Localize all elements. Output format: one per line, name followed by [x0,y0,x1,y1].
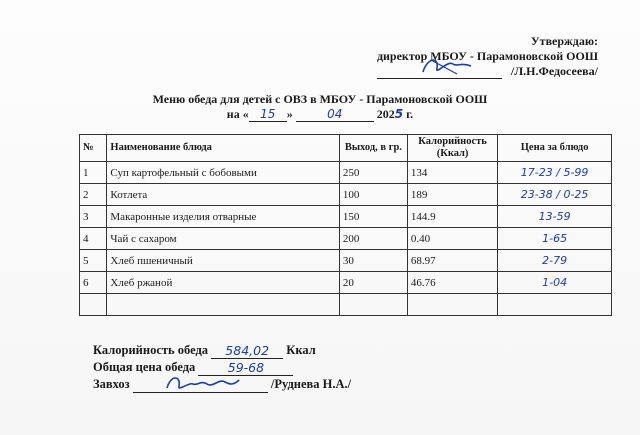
summary-manager-name: /Руднева Н.А./ [270,377,352,391]
cell-name: Макаронные изделия отварные [107,206,339,228]
table-row [80,184,612,206]
director-signature-line [377,66,502,79]
cell-price: 23-38 / 0-25 [498,184,612,206]
table-row [80,250,612,272]
cell-output: 30 [339,250,407,272]
menu-title-line: Меню обеда для детей с ОВЗ в МБОУ - Парамоновской ООШ [152,92,488,106]
date-day: 15 [249,108,287,122]
cell-calories: 189 [407,184,497,206]
header-name: Наименование блюда [107,135,339,162]
header-num: № [80,135,107,162]
manager-signature [163,372,243,394]
header-calories: Калорийность (Ккал) [407,135,497,162]
cell-calories: 144.9 [407,206,497,228]
cell-name: Хлеб ржаной [107,272,339,294]
approval-line-3: /Л.Н.Федосеева/ [510,64,598,78]
date-year-suffix: г. [406,107,414,121]
cell-calories: 0.40 [407,228,497,250]
summary-price-value: 59-68 [198,361,293,376]
table-row [80,162,612,184]
manager-signature-line [133,378,268,393]
menu-table [79,134,612,316]
table-row [80,228,612,250]
cell-num: 5 [80,250,107,272]
summary-block [93,342,351,393]
approval-line-1: Утверждаю: [530,34,598,48]
summary-price-label: Общая цена обеда [93,360,196,374]
cell-price: 2-79 [498,250,612,272]
table-row-empty [80,294,612,316]
cell-calories: 68.97 [407,250,497,272]
date-mid: » [286,107,293,121]
director-signature [417,54,477,78]
summary-calories [93,342,351,359]
date-year-digit: 5 [394,107,404,121]
date-prefix: на « [226,107,249,121]
cell-name [107,294,339,316]
approval-block [377,34,598,79]
cell-calories: 46.76 [407,272,497,294]
cell-price: 1-65 [498,228,612,250]
date-month: 04 [296,108,374,122]
menu-date-line [0,107,640,122]
table-row [80,206,612,228]
header-output: Выход, в гр. [339,135,407,162]
cell-price: 1-04 [498,272,612,294]
table-row [80,272,612,294]
menu-title [0,92,640,122]
table-header-row [80,135,612,162]
cell-output: 100 [339,184,407,206]
cell-num: 6 [80,272,107,294]
cell-output: 250 [339,162,407,184]
cell-name: Чай с сахаром [107,228,339,250]
summary-manager-label: Завхоз [93,377,130,391]
cell-num: 3 [80,206,107,228]
cell-calories: 134 [407,162,497,184]
header-price: Цена за блюдо [498,135,612,162]
cell-output: 20 [339,272,407,294]
summary-calories-unit: Ккал [286,343,316,357]
cell-price: 13-59 [498,206,612,228]
approval-line-2: директор МБОУ - Парамоновской ООШ [376,49,598,63]
cell-num: 2 [80,184,107,206]
cell-output [339,294,407,316]
cell-calories [407,294,497,316]
cell-name: Котлета [107,184,339,206]
cell-name: Хлеб пшеничный [107,250,339,272]
cell-num [80,294,107,316]
summary-calories-label: Калорийность обеда [93,343,209,357]
cell-output: 200 [339,228,407,250]
cell-num: 1 [80,162,107,184]
summary-manager [93,376,351,393]
cell-output: 150 [339,206,407,228]
cell-price: 17-23 / 5-99 [498,162,612,184]
summary-calories-value: 584,02 [211,344,283,359]
cell-num: 4 [80,228,107,250]
cell-name: Суп картофельный с бобовыми [107,162,339,184]
date-year-prefix: 202 [376,107,395,121]
cell-price [498,294,612,316]
